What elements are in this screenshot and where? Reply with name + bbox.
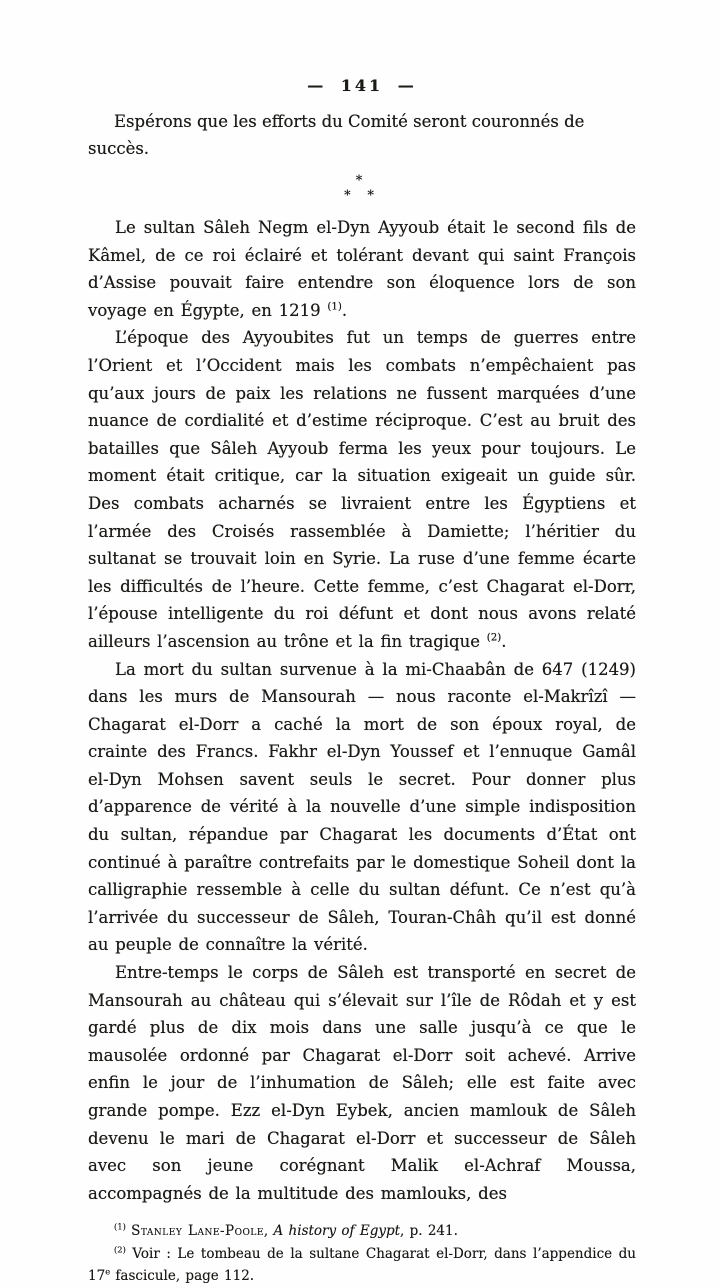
text-segment: ,	[263, 1223, 274, 1240]
text-segment: .	[501, 631, 507, 651]
text-segment: Entre-temps le corps de Sâleh est transporté en secret de Mansourah au château qui s’élevait sur l’île de Rôdah et y est gardé plus de dix mois dans une salle jusqu’à ce que le mausolée ordonné par Chagarat el-Dorr soit achevé. Arrive enfin le jour de l’inhumation de Sâleh; elle est faite avec grande pompe. Ezz el-Dyn Eybek, ancien mamlouk de Sâleh devenu le mari de Chagarat el-Dorr et successeur de Sâleh avec son jeune corégnant Malik el-Achraf Moussa, accompagnés de la multitude des mamlouks, des	[88, 963, 636, 1203]
text-segment: La mort du sultan survenue à la mi-Chaabân de 647 (1249) dans les murs de Mansourah — nous raconte el-Makrîzî — Chagarat el-Dorr a caché la mort de son époux royal, de crainte des Francs. Fakhr el-Dyn Youssef et l’ennuque Gamâl el-Dyn Mohsen savent seuls le secret. Pour donner plus d’apparence de vérité à la nouvelle d’une simple indisposition du sultan, répandue par Chagarat les documents d’État ont continué à paraître contrefaits par le domestique Soheil dont la calligraphie ressemble à celle du sultan défunt. Ce n’est qu’à l’arrivée du successeur de Sâleh, Touran-Châh qu’il est donné au peuple de connaître la vérité.	[88, 659, 636, 955]
text-segment: L’époque des Ayyoubites fut un temps de guerres entre l’Orient et l’Occident mais les combats n’empêchaient pas qu’aux jours de paix les relations ne fussent marquées d’une nuance de cordialité et d’estime réciproque. C’est au bruit des batailles que Sâleh Ayyoub ferma les yeux pour toujours. Le moment était critique, car la situation exigeait un guide sûr. Des combats acharnés se livraient entre les Égyptiens et l’armée des Croisés rassemblée à Damiette; l’héritier du sultanat se trouvait loin en Syrie. La ruse d’une femme écarte les difficultés de l’heure. Cette femme, c’est Chagarat el-Dorr, l’épouse intelligente du roi défunt et dont nous avons relaté ailleurs l’ascension au trône et la fin tragique	[88, 328, 636, 651]
separator-asterisk-top: *	[355, 173, 369, 188]
body-text	[88, 214, 636, 1207]
footnote	[88, 1243, 636, 1288]
italic-text: A history of Egypt	[273, 1223, 401, 1240]
footnotes	[88, 1220, 636, 1288]
smallcaps-text: Stanley Lane-Poole	[131, 1223, 264, 1240]
paragraph	[88, 324, 636, 655]
paragraph	[88, 656, 636, 960]
intro-line: Espérons que les efforts du Comité seront couronnés de succès.	[88, 112, 585, 158]
text-segment: Le sultan Sâleh Negm el-Dyn Ayyoub était le second fils de Kâmel, de ce roi éclairé et tolérant devant qui saint François d’Assise pouvait faire entendre son éloquence lors de son voyage en Égypte, en 1219	[88, 218, 636, 320]
footnote	[88, 1220, 636, 1243]
footnote-marker: (2)	[114, 1244, 126, 1255]
paragraph	[88, 214, 636, 324]
footnote-ref: (2)	[486, 632, 502, 644]
footnote-ref: e	[105, 1266, 111, 1277]
page-number: — 141 —	[307, 76, 417, 95]
text-segment: fascicule, page 112.	[110, 1268, 255, 1285]
text-segment: .	[341, 300, 348, 320]
section-separator	[88, 173, 636, 203]
text-segment: , p. 241.	[400, 1223, 458, 1240]
footnote-marker: (1)	[114, 1221, 126, 1232]
separator-asterisks-bottom: * *	[343, 188, 381, 203]
footnote-ref: (1)	[327, 301, 342, 313]
paragraph	[88, 959, 636, 1207]
text-segment: Voir : Le tombeau de la sultane Chagarat el-Dorr, dans l’appendice du 17	[88, 1245, 637, 1285]
